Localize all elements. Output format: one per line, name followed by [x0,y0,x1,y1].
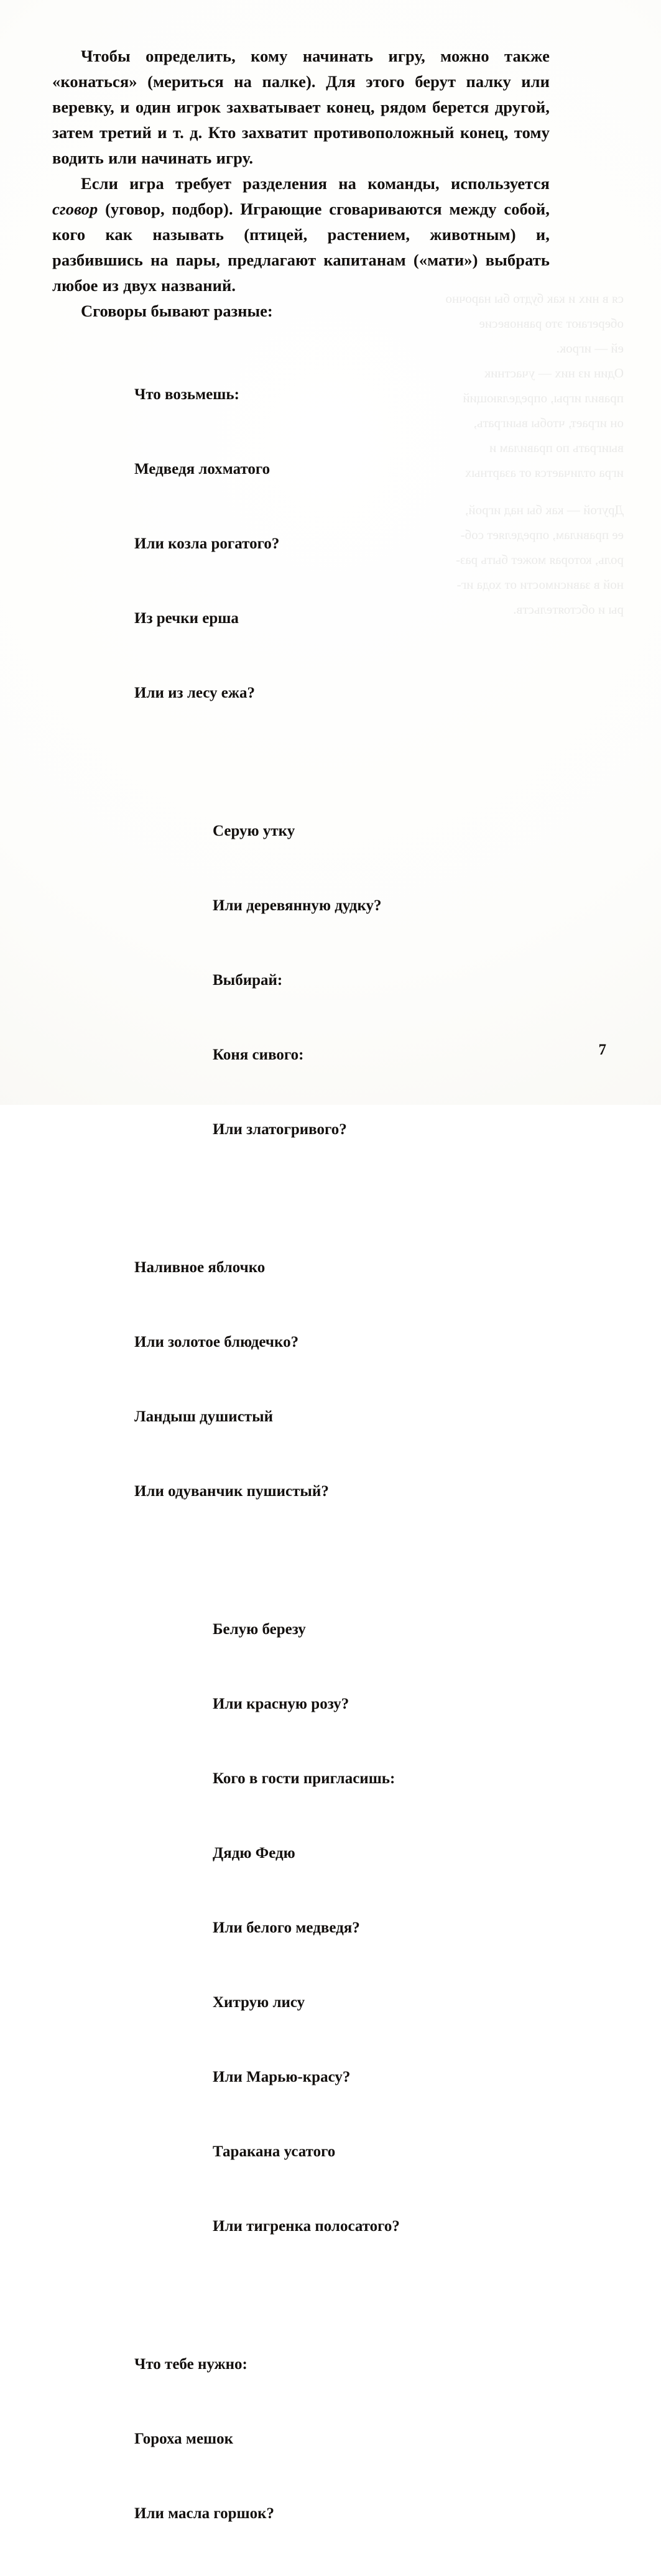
showthrough-line: ей — игрок. [556,341,624,356]
verse-line: Что тебе нужно: [134,2356,247,2373]
verse-line: Выбирай: [213,972,283,989]
showthrough-line: он играет, чтобы выиграть, [473,415,624,430]
verse-block-1 [134,333,550,755]
verse-line: Или златогривого? [213,1121,347,1138]
paragraph-1: Чтобы определить, кому начинать игру, можно также «конаться» (мериться на палке). Для этого берут палку или веревку, и один игрок захватывает конец, рядом берется другой, затем третий и т. д. Кто захватит противоположный конец, тому водить или начинать игру. [52,47,550,167]
verse-block-3 [134,1206,550,1554]
verse-block-4 [213,1567,550,2289]
showthrough-line: выиграть по правилам и [489,440,624,455]
verse-line: Или из лесу ежа? [134,685,255,701]
spacer [52,2289,550,2302]
spacer [52,324,550,333]
showthrough-line: ся в них и как будто бы нарочно [445,291,624,306]
verse-line: Из речки ерша [134,610,239,627]
verse-line: Белую березу [213,1621,306,1638]
showthrough-line: правил игры, определяющий [463,390,624,405]
showthrough-line: Один из них — участник [484,366,624,381]
verse-block-5 [134,2302,550,2576]
page-content [52,44,550,2576]
verse-line: Наливное яблочко [134,1259,266,1276]
verse-line: Ландыш душистый [134,1408,274,1425]
spacer [52,1192,550,1206]
showthrough-line: ной в зависимости от хода иг- [456,577,624,592]
verse-line: Что возьмешь: [134,386,239,403]
page-number: 7 [598,1041,606,1058]
verse-line: Или тигренка полосатого? [213,2218,400,2235]
verse-line: Или золотое блюдечко? [134,1334,299,1350]
showthrough-line: Другой — как бы над игрой, [465,502,624,517]
verse-line: Медведя лохматого [134,461,270,478]
verse-line: Гороха мешок [134,2431,234,2447]
verse-line: Дядю Федю [213,1845,295,1862]
verse-line: Хитрую лису [213,1994,305,2011]
spacer [52,755,550,769]
intro-line: Сговоры бывают разные: [81,302,273,320]
spacer [52,1554,550,1567]
showthrough-line: ее правилам, определяет соб- [460,527,624,542]
paragraph-2-text: Если игра требует разделения на команды, используется сговор (уговор, подбор). Играющие сговариваются между собой, кого как называть (птицей, растением, животным) и, разбившись на пары, предлагают капитанам («мати») выбрать любое из двух названий. [52,174,550,295]
showthrough-line: игра отличается от азартных [465,465,624,480]
verse-line: Таракана усатого [213,2143,336,2160]
showthrough-line: оберегают это равновесие [479,316,624,331]
showthrough-line: роль, которая может быть раз- [456,552,624,567]
showthrough-line: ры и обстоятельств. [513,602,624,617]
verse-line: Или красную розу? [213,1696,349,1712]
verse-line: Или Марью-красу? [213,2069,351,2085]
emphasised-term: сговор [52,200,98,218]
verse-block-2 [213,769,550,1192]
paragraph-2 [52,171,550,298]
verse-line: Или деревянную дудку? [213,897,382,914]
verse-line: Или одуванчик пушистый? [134,1483,329,1500]
verse-line: Серую утку [213,823,295,839]
verse-line: Или козла рогатого? [134,535,280,552]
verse-line: Кого в гости пригласишь: [213,1770,395,1787]
verse-line: Коня сивого: [213,1046,304,1063]
verse-line: Или масла горшок? [134,2505,274,2522]
verse-line: Или белого медведя? [213,1919,360,1936]
